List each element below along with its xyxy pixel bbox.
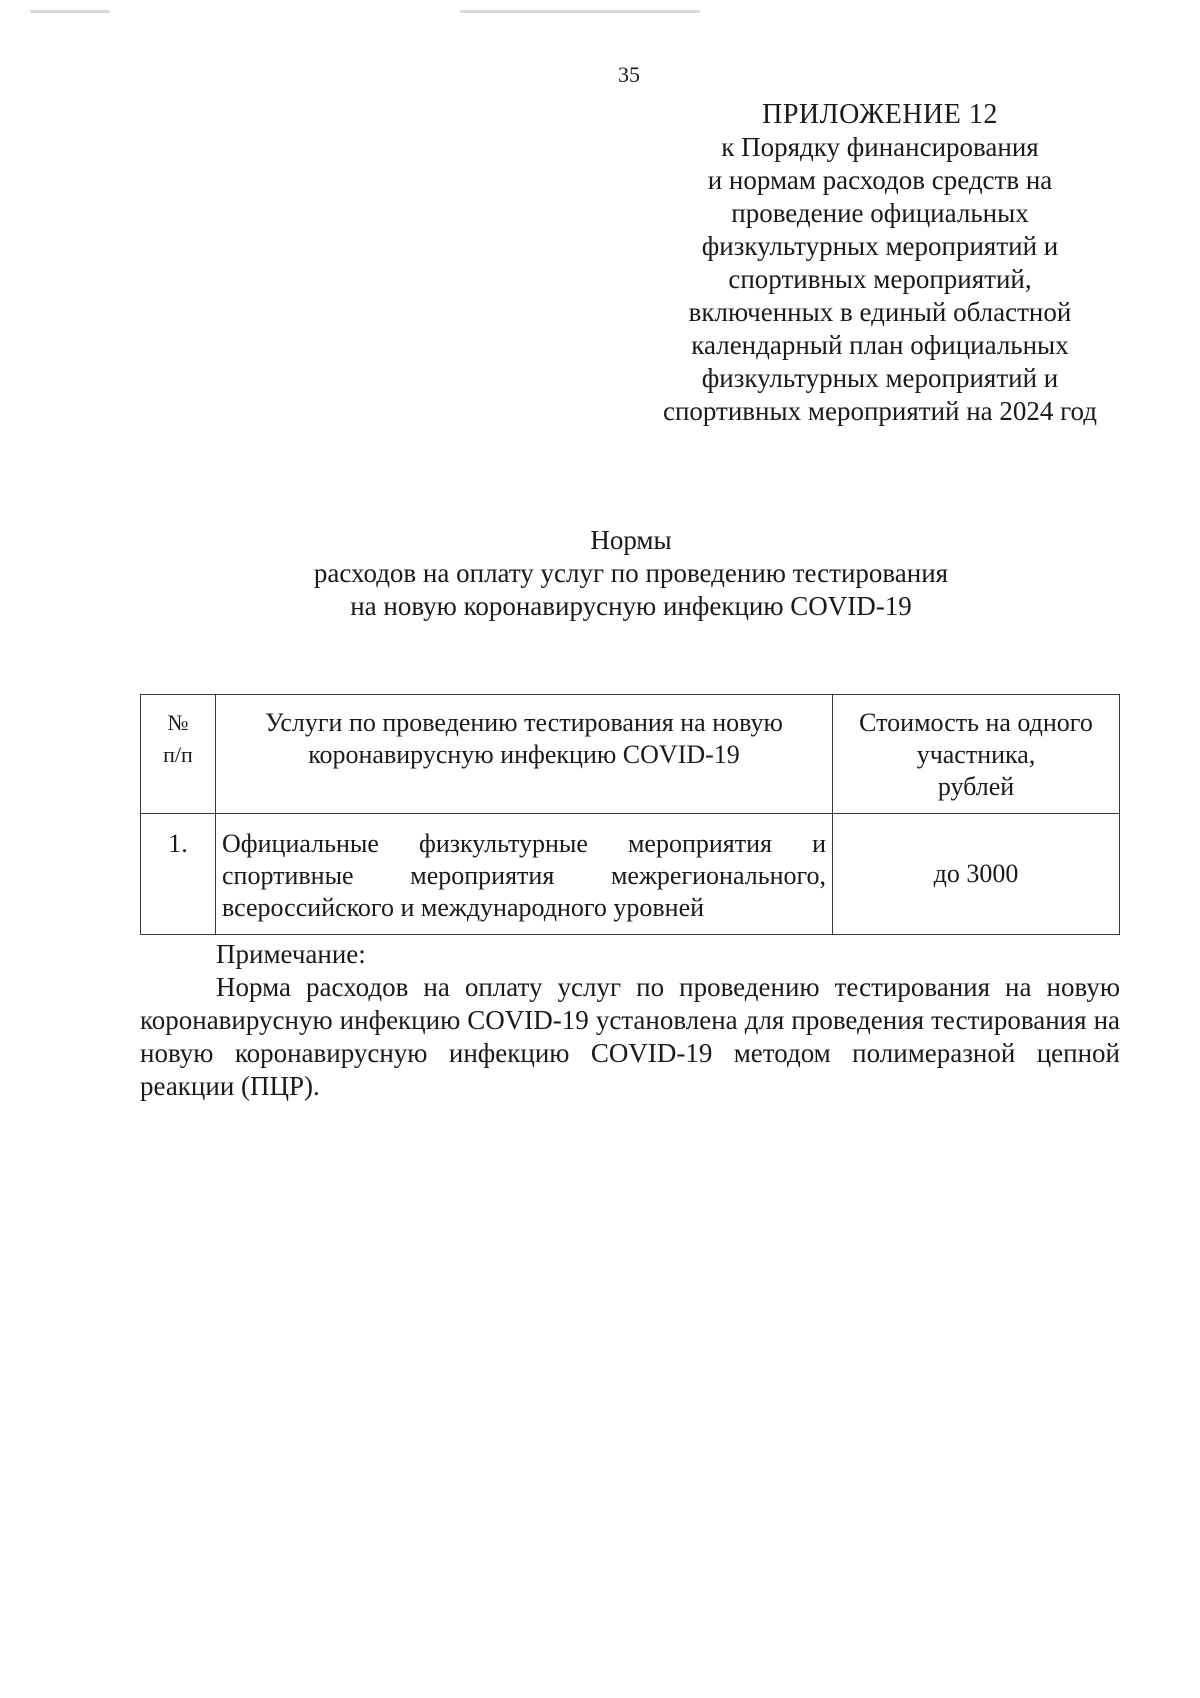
header-price-line: рублей <box>937 772 1015 801</box>
appendix-line: физкультурных мероприятий и <box>701 363 1059 393</box>
row-price: до 3000 <box>833 814 1120 935</box>
scan-artifact-top <box>0 6 1200 20</box>
appendix-title: ПРИЛОЖЕНИЕ 12 <box>762 99 998 130</box>
header-number-label: п/п <box>163 742 193 767</box>
row-number: 1. <box>141 814 216 935</box>
appendix-line: проведение официальных <box>731 198 1029 228</box>
note-section <box>140 938 1120 1103</box>
appendix-line: физкультурных мероприятий и <box>701 231 1059 261</box>
appendix-line: календарный план официальных <box>691 330 1069 360</box>
document-title-line: Нормы <box>590 525 672 555</box>
header-price-line: Стоимость на одного <box>859 708 1093 737</box>
header-number-symbol: № <box>167 710 189 735</box>
document-title-line: на новую коронавирусную инфекцию COVID-19 <box>350 591 912 621</box>
appendix-line: и нормам расходов средств на <box>707 165 1053 195</box>
table-row <box>141 814 1120 935</box>
header-service-line: Услуги по проведению тестирования на новую <box>265 708 783 737</box>
appendix-line: спортивных мероприятий, <box>728 264 1032 294</box>
norms-table <box>140 694 1120 935</box>
note-text: Норма расходов на оплату услуг по проведению тестирования на новую коронавирусную инфекцию COVID-19 установлена для проведения тестирования на новую коронавирусную инфекцию COVID-19 методом полимеразной цепной реакции (ПЦР). <box>140 972 1120 1101</box>
appendix-line: спортивных мероприятий на 2024 год <box>662 396 1098 426</box>
appendix-line: к Порядку финансирования <box>721 132 1039 162</box>
appendix-line: включенных в единый областной <box>688 297 1072 327</box>
header-price-line: участника, <box>916 740 1036 769</box>
header-cell-number <box>141 695 216 814</box>
header-service-line: коронавирусную инфекцию COVID-19 <box>308 740 740 769</box>
page-number: 35 <box>618 62 640 87</box>
document-title-line: расходов на оплату услуг по проведению тестирования <box>313 558 949 588</box>
header-cell-price <box>833 695 1120 814</box>
note-label: Примечание: <box>216 939 366 969</box>
table-header-row <box>141 695 1120 814</box>
document-title <box>0 524 1200 623</box>
header-cell-service <box>216 695 833 814</box>
row-service: Официальные физкультурные мероприятия и спортивные мероприятия межрегионального, всероссийского и международного уровней <box>216 814 833 935</box>
appendix-header <box>640 98 1120 428</box>
